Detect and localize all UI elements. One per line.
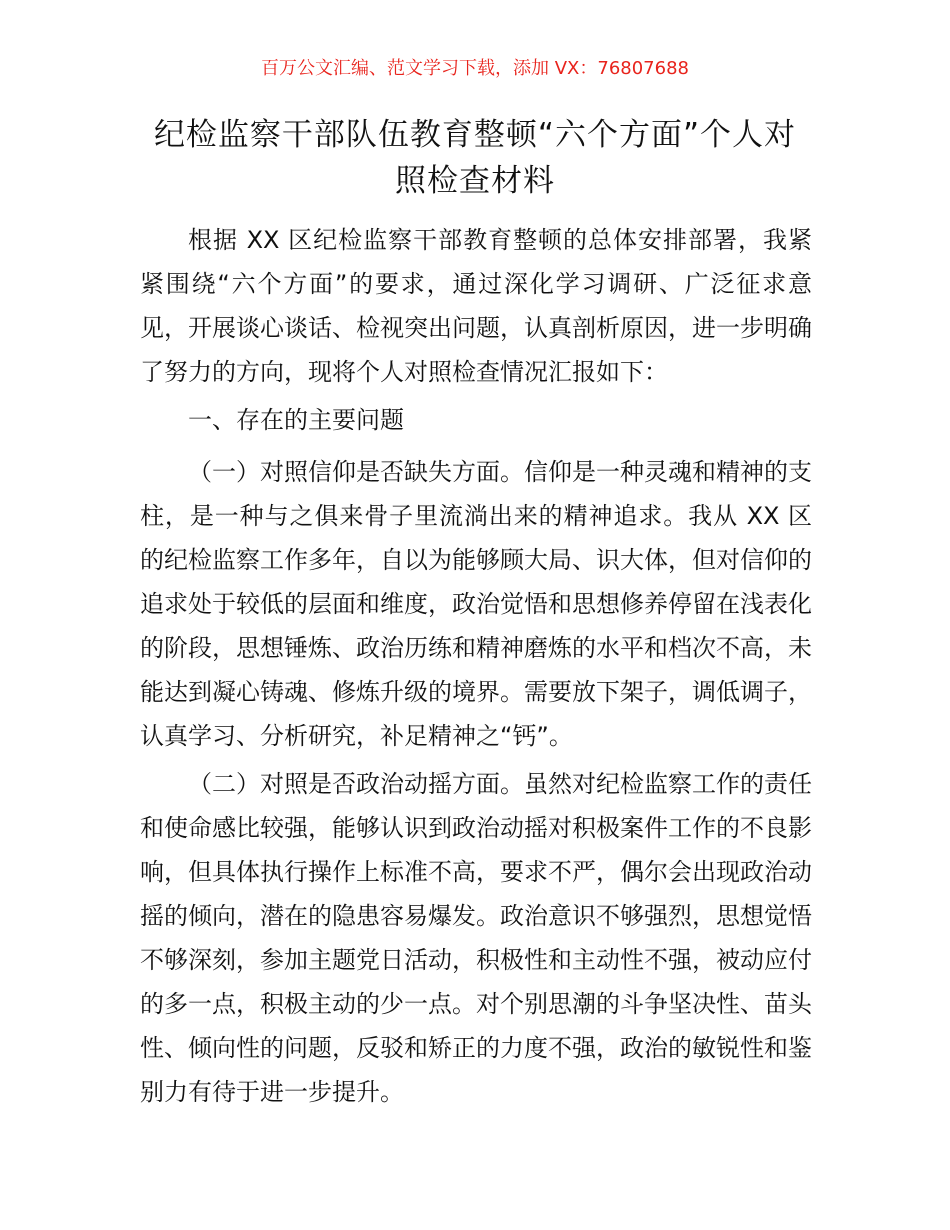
paragraph-item-1: （一）对照信仰是否缺失方面。信仰是一种灵魂和精神的支柱，是一种与之俱来骨子里流淌出来的精神追求。我从 XX 区的纪检监察工作多年，自以为能够顾大局、识大体，但对信仰的追求处于较低的层面和维度，政治觉悟和思想修养停留在浅表化的阶段，思想锤炼、政治历练和精神磨炼的水平和档次不高，未能达到凝心铸魂、修炼升级的境界。需要放下架子，调低调子，认真学习、分析研究，补足精神之“钙”。	[140, 458, 812, 750]
document-title: 纪检监察干部队伍教育整顿“六个方面”个人对照检查材料	[153, 117, 797, 199]
section-heading: 一、存在的主要问题	[188, 406, 404, 434]
intro-paragraph: 根据 XX 区纪检监察干部教育整顿的总体安排部署，我紧紧围绕“六个方面”的要求，通过深化学习调研、广泛征求意见，开展谈心谈话、检视突出问题，认真剖析原因，进一步明确了努力的方向，现将个人对照检查情况汇报如下：	[140, 226, 812, 386]
paragraph-item-2: （二）对照是否政治动摇方面。虽然对纪检监察工作的责任和使命感比较强，能够认识到政治动摇对积极案件工作的不良影响，但具体执行操作上标准不高，要求不严，偶尔会出现政治动摇的倾向，潜在的隐患容易爆发。政治意识不够强烈，思想觉悟不够深刻，参加主题党日活动，积极性和主动性不强，被动应付的多一点，积极主动的少一点。对个别思潮的斗争坚决性、苗头性、倾向性的问题，反驳和矫正的力度不强，政治的敏锐性和鉴别力有待于进一步提升。	[140, 770, 812, 1106]
header-banner: 百万公文汇编、范文学习下载，添加 VX：76807688	[261, 58, 689, 79]
